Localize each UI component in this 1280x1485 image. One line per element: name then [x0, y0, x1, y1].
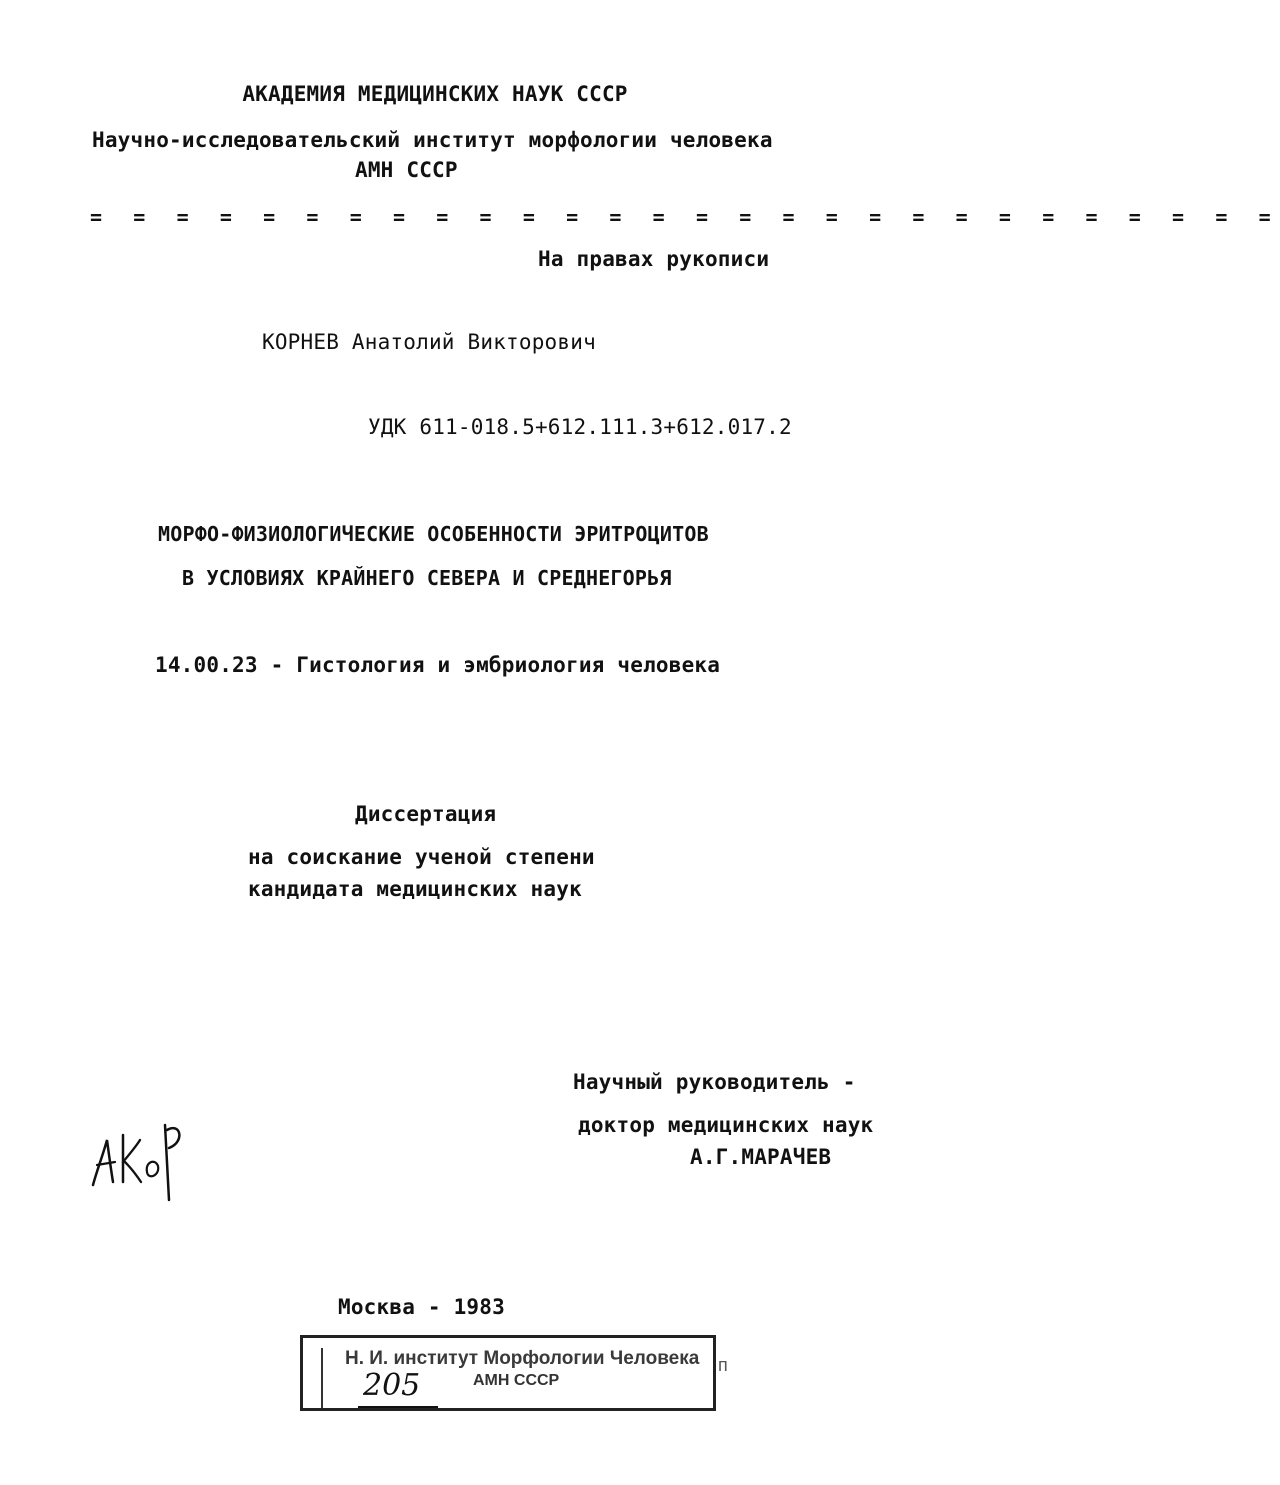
handwritten-signature [85, 1100, 195, 1210]
manuscript-note: На правах рукописи [538, 247, 770, 271]
stamp-number-underline [358, 1406, 438, 1408]
supervisor-name: А.Г.МАРАЧЕВ [690, 1145, 832, 1169]
stamp-tail-mark: п [718, 1355, 728, 1375]
academy-heading: АКАДЕМИЯ МЕДИЦИНСКИХ НАУК СССР [242, 82, 628, 106]
specialty-code: 14.00.23 - Гистология и эмбриология человека [155, 653, 721, 677]
stamp-inner-frame [321, 1348, 703, 1408]
library-stamp [300, 1335, 716, 1411]
institute-short-heading: АМН СССР [355, 158, 458, 182]
stamp-inventory-number: 205 [363, 1368, 421, 1403]
dissertation-degree-line: на соискание ученой степени [248, 845, 595, 869]
udk-code: УДК 611-018.5+612.111.3+612.017.2 [368, 415, 792, 439]
stamp-institute-text: Н. И. институт Морфологии Человека [345, 1348, 700, 1369]
author-name: КОРНЕВ Анатолий Викторович [262, 330, 596, 354]
institute-heading: Научно-исследовательский институт морфологии человека [92, 128, 773, 152]
supervisor-degree: доктор медицинских наук [578, 1113, 874, 1137]
supervisor-role: Научный руководитель - [573, 1070, 856, 1094]
dissertation-field-line: кандидата медицинских наук [248, 877, 582, 901]
title-line-2: В УСЛОВИЯХ КРАЙНЕГО СЕВЕРА И СРЕДНЕГОРЬЯ [182, 566, 672, 590]
dissertation-label: Диссертация [355, 802, 497, 826]
title-line-1: МОРФО-ФИЗИОЛОГИЧЕСКИЕ ОСОБЕННОСТИ ЭРИТРОЦИТОВ [158, 522, 709, 546]
stamp-academy-text: АМН СССР [473, 1372, 560, 1389]
footer-city-year: Москва - 1983 [338, 1295, 505, 1319]
header-separator: = = = = = = = = = = = = = = = = = = = = = = = = = = = = [90, 205, 1280, 229]
